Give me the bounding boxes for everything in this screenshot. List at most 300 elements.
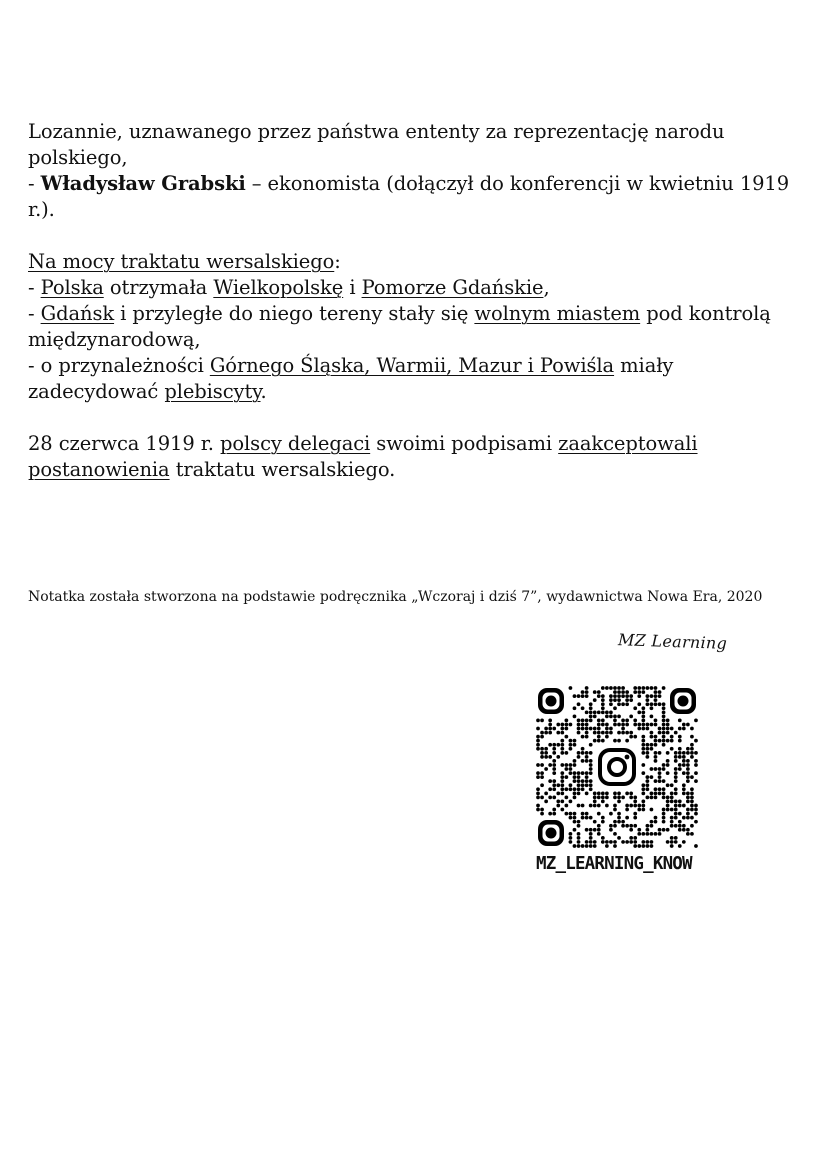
instagram-handle[interactable]: MZ_LEARNING_KNOW [536, 854, 692, 874]
qr-module [621, 840, 625, 844]
qr-module [682, 755, 686, 759]
qr-module [565, 804, 569, 808]
qr-module [678, 755, 682, 759]
qr-module [686, 808, 690, 812]
qr-module [690, 743, 694, 747]
qr-module [573, 739, 577, 743]
qr-module [617, 686, 621, 690]
qr-module [654, 767, 658, 771]
qr-module [625, 719, 629, 723]
qr-module [674, 812, 678, 816]
qr-module [617, 836, 621, 840]
qr-module [593, 844, 597, 848]
qr-module [682, 727, 686, 731]
qr-module [658, 771, 662, 775]
qr-module [617, 739, 621, 743]
qr-module [544, 767, 548, 771]
qr-module [694, 812, 698, 816]
qr-module [569, 836, 573, 840]
qr-module [569, 767, 573, 771]
qr-module [646, 796, 650, 800]
qr-module [678, 719, 682, 723]
qr-module [597, 824, 601, 828]
term-wolne-miasto: wolnym miastem [474, 302, 641, 325]
qr-module [650, 767, 654, 771]
qr-module [581, 844, 585, 848]
qr-module [670, 727, 674, 731]
qr-module [662, 779, 666, 783]
qr-module [686, 796, 690, 800]
qr-module [573, 775, 577, 779]
term-zaakceptowali: zaakceptowali postanowienia [28, 432, 698, 481]
qr-module [597, 832, 601, 836]
qr-module [637, 723, 641, 727]
qr-module [593, 715, 597, 719]
qr-module [540, 771, 544, 775]
qr-module [589, 787, 593, 791]
qr-module [625, 739, 629, 743]
qr-module [637, 702, 641, 706]
qr-module [585, 828, 589, 832]
term-polska: Polska [40, 276, 104, 299]
qr-module [540, 775, 544, 779]
qr-module [662, 767, 666, 771]
qr-module [654, 832, 658, 836]
qr-module [666, 719, 670, 723]
qr-module [650, 840, 654, 844]
qr-module [581, 812, 585, 816]
qr-module [666, 783, 670, 787]
qr-module [621, 820, 625, 824]
qr-module [556, 743, 560, 747]
qr-module [678, 747, 682, 751]
qr-module [678, 751, 682, 755]
qr-module [646, 840, 650, 844]
qr-module [585, 723, 589, 727]
qr-module [641, 771, 645, 775]
qr-module [650, 686, 654, 690]
qr-module [548, 755, 552, 759]
qr-module [613, 804, 617, 808]
qr-module [686, 800, 690, 804]
qr-module [670, 820, 674, 824]
qr-module [577, 755, 581, 759]
qr-module [613, 694, 617, 698]
qr-module [686, 828, 690, 832]
qr-module [637, 828, 641, 832]
qr-module [593, 804, 597, 808]
qr-module [560, 800, 564, 804]
qr-module [625, 791, 629, 795]
qr-module [601, 791, 605, 795]
term-wielkopolska: Wielkopolskę [213, 276, 344, 299]
qr-module [637, 690, 641, 694]
qr-module [682, 824, 686, 828]
qr-module [662, 743, 666, 747]
qr-module [641, 751, 645, 755]
qr-module [560, 743, 564, 747]
qr-module [613, 739, 617, 743]
qr-module [573, 820, 577, 824]
qr-module [674, 808, 678, 812]
qr-module [605, 727, 609, 731]
qr-module [650, 844, 654, 848]
qr-module [597, 812, 601, 816]
qr-module [565, 767, 569, 771]
qr-module [682, 723, 686, 727]
qr-module [617, 796, 621, 800]
qr-module [650, 715, 654, 719]
qr-module [629, 840, 633, 844]
qr-module [577, 779, 581, 783]
qr-module [686, 791, 690, 795]
qr-module [560, 739, 564, 743]
qr-module [625, 804, 629, 808]
text-lozanna: Lozannie, uznawanego przez państwa ententy za reprezentację narodu polskiego, [28, 120, 725, 169]
qr-module [662, 731, 666, 735]
qr-module [565, 751, 569, 755]
qr-module [552, 747, 556, 751]
qr-module [674, 804, 678, 808]
qr-module [560, 808, 564, 812]
qr-module [690, 796, 694, 800]
qr-module [581, 719, 585, 723]
qr-module [597, 710, 601, 714]
qr-module [646, 783, 650, 787]
qr-module [658, 791, 662, 795]
qr-module [589, 706, 593, 710]
qr-module [674, 767, 678, 771]
qr-module [625, 824, 629, 828]
qr-module [609, 840, 613, 844]
qr-module [674, 751, 678, 755]
qr-module [633, 719, 637, 723]
qr-module [577, 771, 581, 775]
qr-module [552, 751, 556, 755]
qr-module [585, 735, 589, 739]
qr-module [641, 832, 645, 836]
qr-module [581, 727, 585, 731]
qr-module [601, 731, 605, 735]
qr-module [625, 731, 629, 735]
qr-module [617, 820, 621, 824]
qr-module [569, 771, 573, 775]
qr-module [678, 739, 682, 743]
qr-module [593, 820, 597, 824]
qr-module [686, 747, 690, 751]
qr-module [573, 787, 577, 791]
qr-module [625, 694, 629, 698]
qr-module [552, 727, 556, 731]
qr-module [552, 787, 556, 791]
qr-module [565, 796, 569, 800]
qr-module [552, 767, 556, 771]
qr-module [565, 812, 569, 816]
qr-module [641, 791, 645, 795]
qr-module [536, 808, 540, 812]
qr-module [678, 844, 682, 848]
qr-module [540, 731, 544, 735]
qr-module [694, 779, 698, 783]
qr-module [621, 686, 625, 690]
qr-module [589, 763, 593, 767]
qr-module [556, 800, 560, 804]
qr-module [536, 791, 540, 795]
note-body [28, 119, 803, 483]
qr-module [536, 787, 540, 791]
qr-module [569, 812, 573, 816]
qr-module [589, 715, 593, 719]
qr-module [674, 771, 678, 775]
qr-module [601, 686, 605, 690]
qr-module [540, 812, 544, 816]
qr-module [593, 710, 597, 714]
qr-module [633, 824, 637, 828]
qr-module [589, 727, 593, 731]
qr-module [569, 783, 573, 787]
term-delegaci: polscy delegaci [220, 432, 371, 455]
qr-module [682, 816, 686, 820]
qr-module [690, 751, 694, 755]
qr-module [556, 783, 560, 787]
qr-module [682, 763, 686, 767]
qr-module [666, 828, 670, 832]
qr-module [585, 771, 589, 775]
qr-module [621, 719, 625, 723]
qr-module [654, 759, 658, 763]
qr-module [560, 771, 564, 775]
qr-module [597, 796, 601, 800]
qr-module [605, 804, 609, 808]
qr-module [633, 844, 637, 848]
qr-module [593, 840, 597, 844]
qr-module [613, 808, 617, 812]
qr-module [569, 743, 573, 747]
qr-module [589, 743, 593, 747]
qr-module [581, 759, 585, 763]
qr-module [666, 808, 670, 812]
qr-module [617, 698, 621, 702]
qr-module [662, 816, 666, 820]
qr-module [641, 715, 645, 719]
qr-module [654, 735, 658, 739]
qr-module [609, 694, 613, 698]
qr-module [565, 787, 569, 791]
qr-module [686, 751, 690, 755]
qr-module [601, 816, 605, 820]
qr-module [585, 816, 589, 820]
qr-module [646, 698, 650, 702]
qr-module [633, 690, 637, 694]
qr-module [565, 763, 569, 767]
qr-module [654, 719, 658, 723]
qr-module [629, 735, 633, 739]
qr-module [629, 828, 633, 832]
qr-module [565, 719, 569, 723]
qr-module [589, 840, 593, 844]
qr-module [577, 820, 581, 824]
qr-module [544, 751, 548, 755]
qr-module [690, 832, 694, 836]
qr-module [589, 779, 593, 783]
qr-module [605, 710, 609, 714]
qr-module [678, 824, 682, 828]
qr-module [682, 759, 686, 763]
qr-module [613, 690, 617, 694]
qr-module [577, 731, 581, 735]
qr-module [658, 828, 662, 832]
qr-module [548, 743, 552, 747]
qr-module [637, 686, 641, 690]
qr-module [536, 719, 540, 723]
qr-module [560, 787, 564, 791]
qr-module [544, 800, 548, 804]
qr-module [646, 694, 650, 698]
qr-module [581, 783, 585, 787]
qr-module [577, 751, 581, 755]
qr-module [637, 804, 641, 808]
qr-module [646, 787, 650, 791]
qr-module [641, 783, 645, 787]
qr-module [650, 731, 654, 735]
qr-module [633, 804, 637, 808]
qr-module [637, 844, 641, 848]
text-grabski-desc: – ekonomista (dołączył do konferencji w kwietniu 1919 r.). [28, 172, 790, 221]
qr-module [605, 715, 609, 719]
qr-module [536, 796, 540, 800]
qr-module [548, 812, 552, 816]
qr-module [601, 719, 605, 723]
qr-module [536, 771, 540, 775]
qr-module [589, 844, 593, 848]
qr-module [662, 715, 666, 719]
qr-module [621, 796, 625, 800]
qr-module [605, 686, 609, 690]
qr-module [654, 751, 658, 755]
qr-module [666, 800, 670, 804]
qr-module [569, 832, 573, 836]
qr-module [536, 727, 540, 731]
qr-module [674, 759, 678, 763]
qr-module [609, 731, 613, 735]
qr-module [613, 686, 617, 690]
qr-module [658, 727, 662, 731]
qr-module [650, 743, 654, 747]
term-gdansk: Gdańsk [40, 302, 115, 325]
qr-module [670, 739, 674, 743]
qr-module [577, 804, 581, 808]
qr-module [633, 816, 637, 820]
qr-module [601, 710, 605, 714]
qr-module [654, 690, 658, 694]
qr-module [613, 791, 617, 795]
qr-module [662, 763, 666, 767]
qr-module [560, 775, 564, 779]
qr-module [658, 731, 662, 735]
qr-module [556, 804, 560, 808]
qr-module [597, 804, 601, 808]
qr-module [625, 723, 629, 727]
qr-module [654, 686, 658, 690]
qr-module [670, 844, 674, 848]
qr-module [585, 840, 589, 844]
qr-module [670, 735, 674, 739]
qr-module [646, 727, 650, 731]
qr-module [678, 727, 682, 731]
signature: MZ Learning [617, 630, 728, 653]
qr-module [597, 739, 601, 743]
qr-module [666, 727, 670, 731]
qr-module [573, 715, 577, 719]
qr-module [637, 808, 641, 812]
qr-module [589, 767, 593, 771]
qr-module [694, 771, 698, 775]
text-fragment: pod kontrolą międzynarodową, [28, 302, 771, 351]
qr-module [573, 694, 577, 698]
qr-module [577, 702, 581, 706]
qr-module [601, 800, 605, 804]
qr-module [609, 828, 613, 832]
qr-module [670, 824, 674, 828]
qr-module [585, 686, 589, 690]
qr-module [658, 751, 662, 755]
qr-module [686, 812, 690, 816]
qr-module [670, 783, 674, 787]
qr-module [678, 767, 682, 771]
qr-module [662, 791, 666, 795]
qr-module [573, 763, 577, 767]
qr-module [678, 804, 682, 808]
qr-module [601, 840, 605, 844]
qr-module [674, 824, 678, 828]
qr-module [585, 779, 589, 783]
qr-module [662, 735, 666, 739]
qr-module [540, 751, 544, 755]
qr-module [569, 800, 573, 804]
qr-module [641, 800, 645, 804]
qr-module [646, 779, 650, 783]
qr-module [560, 731, 564, 735]
qr-module [633, 735, 637, 739]
qr-module [573, 706, 577, 710]
qr-module [585, 812, 589, 816]
qr-module [625, 690, 629, 694]
qr-module [552, 783, 556, 787]
qr-module [605, 796, 609, 800]
qr-module [641, 739, 645, 743]
qr-module [577, 719, 581, 723]
qr-module [536, 739, 540, 743]
qr-module [658, 832, 662, 836]
qr-module [621, 723, 625, 727]
qr-module [548, 727, 552, 731]
qr-module [552, 771, 556, 775]
qr-module [597, 719, 601, 723]
text-fragment: - o przynależności [28, 354, 210, 377]
qr-code[interactable] [536, 686, 698, 848]
text-fragment: swoimi podpisami [370, 432, 559, 455]
qr-module [577, 727, 581, 731]
qr-module [577, 824, 581, 828]
qr-module [569, 816, 573, 820]
qr-module [694, 739, 698, 743]
qr-module [581, 804, 585, 808]
qr-module [658, 702, 662, 706]
qr-module [617, 723, 621, 727]
qr-module [633, 840, 637, 844]
qr-module [573, 771, 577, 775]
instagram-icon [596, 746, 638, 788]
